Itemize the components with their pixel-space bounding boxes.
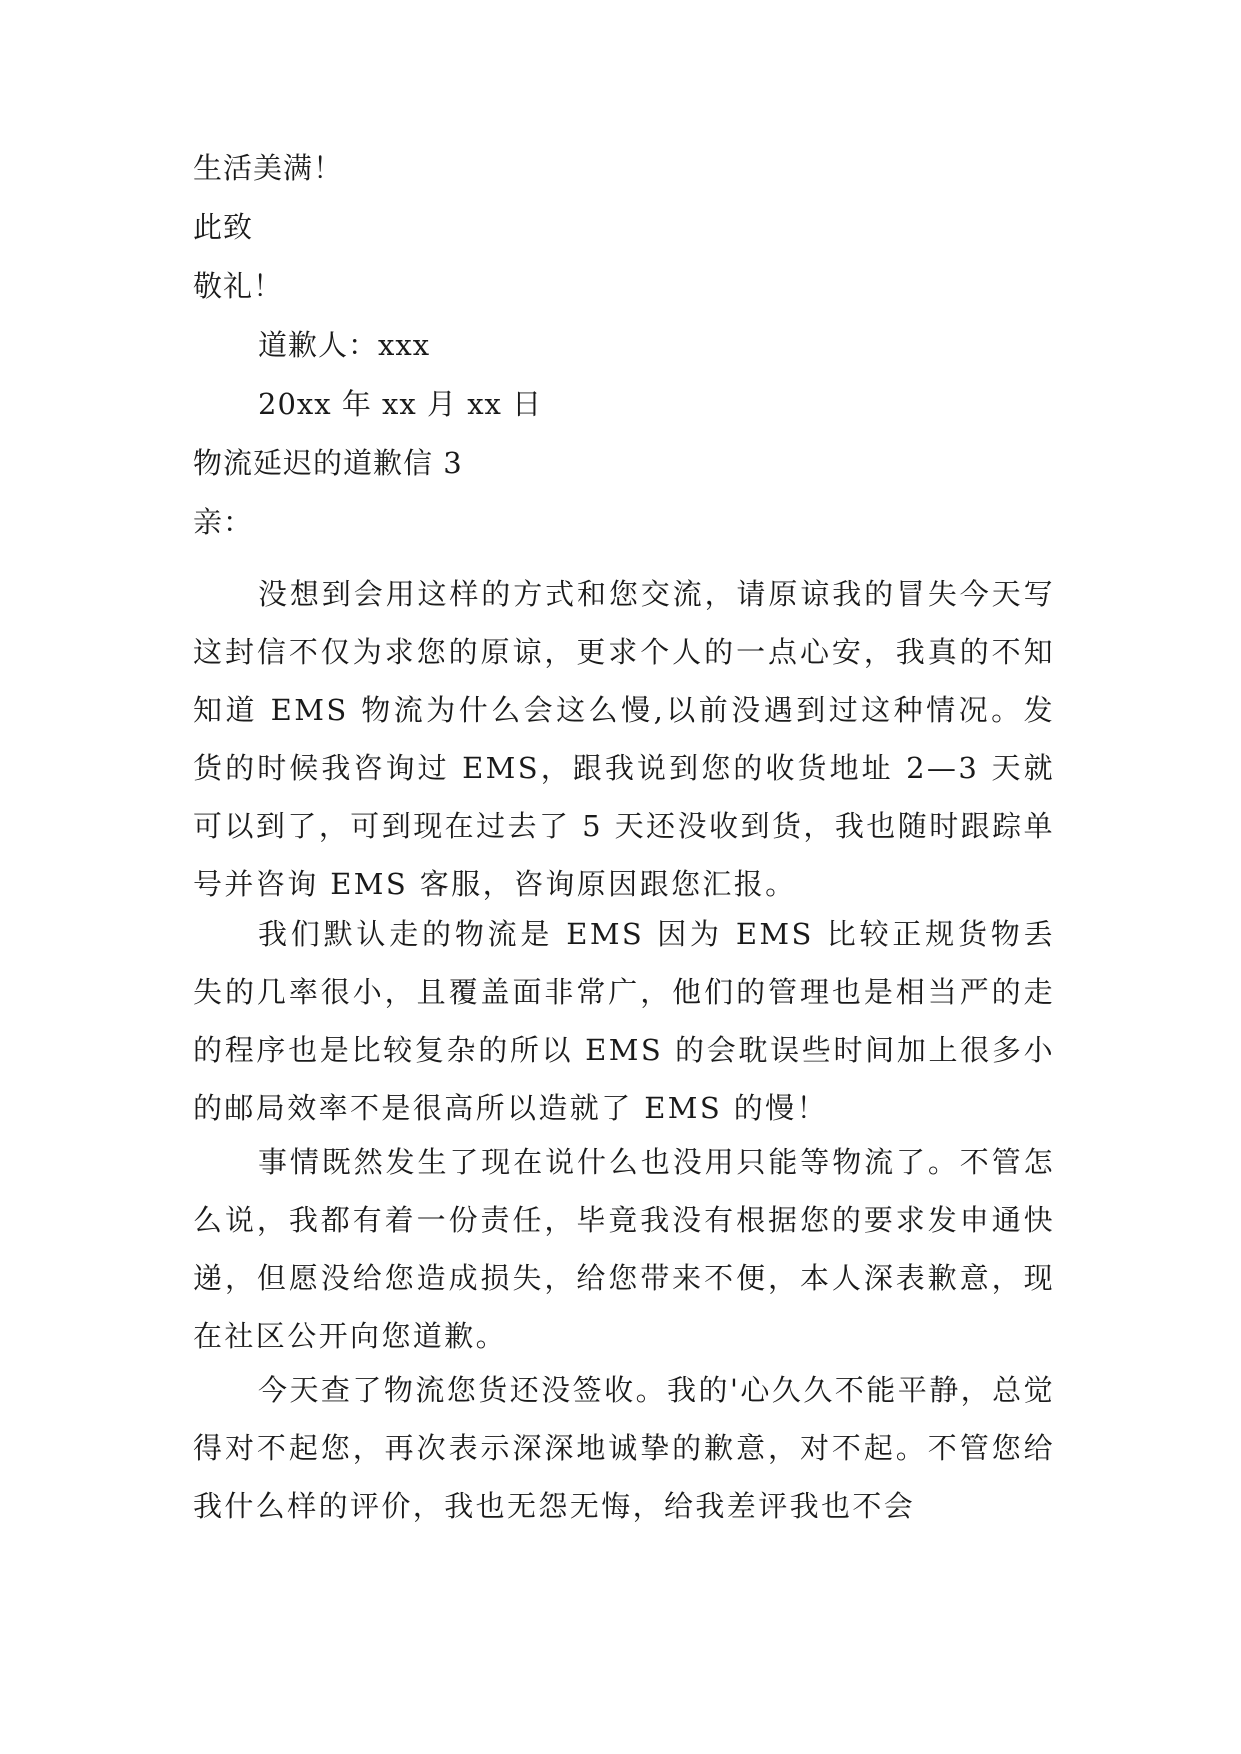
closing-wish: 生活美满！: [193, 151, 344, 185]
body-paragraph-4: 今天查了物流您货还没签收。我的'心久久不能平静，总觉得对不起您，再次表示深深地诚挚的歉意，对不起。不管您给我什么样的评价，我也无怨无悔，给我差评我也不会: [193, 1373, 1055, 1523]
closing-salutation-2: 敬礼！: [193, 269, 284, 303]
body-paragraph-3: 事情既然发生了现在说什么也没用只能等物流了。不管怎么说，我都有着一份责任，毕竟我没有根据您的要求发申通快递，但愿没给您造成损失，给您带来不便，本人深表歉意，现在社区公开向您道歉。: [193, 1145, 1055, 1353]
body-paragraph-2: 我们默认走的物流是 EMS 因为 EMS 比较正规货物丢失的几率很小，且覆盖面非常广，他们的管理也是相当严的走的程序也是比较复杂的所以 EMS 的会耽误些时间加上很多小的邮局效率不是很高所以造就了 EMS 的慢！: [193, 917, 1055, 1125]
date-line: 20xx 年 xx 月 xx 日: [258, 387, 543, 421]
closing-salutation-1: 此致: [193, 210, 254, 244]
letter-greeting: 亲：: [193, 505, 254, 539]
letter-title: 物流延迟的道歉信 3: [193, 446, 463, 480]
signer-line: 道歉人：xxx: [258, 328, 431, 362]
body-paragraph-1: 没想到会用这样的方式和您交流，请原谅我的冒失今天写这封信不仅为求您的原谅，更求个人的一点心安，我真的不知知道 EMS 物流为什么会这么慢,以前没遇到过这种情况。发货的时候我咨询过 EMS，跟我说到您的收货地址 2—3 天就可以到了，可到现在过去了 5 天还没收到货，我也随时跟踪单号并咨询 EMS 客服，咨询原因跟您汇报。: [193, 577, 1055, 901]
